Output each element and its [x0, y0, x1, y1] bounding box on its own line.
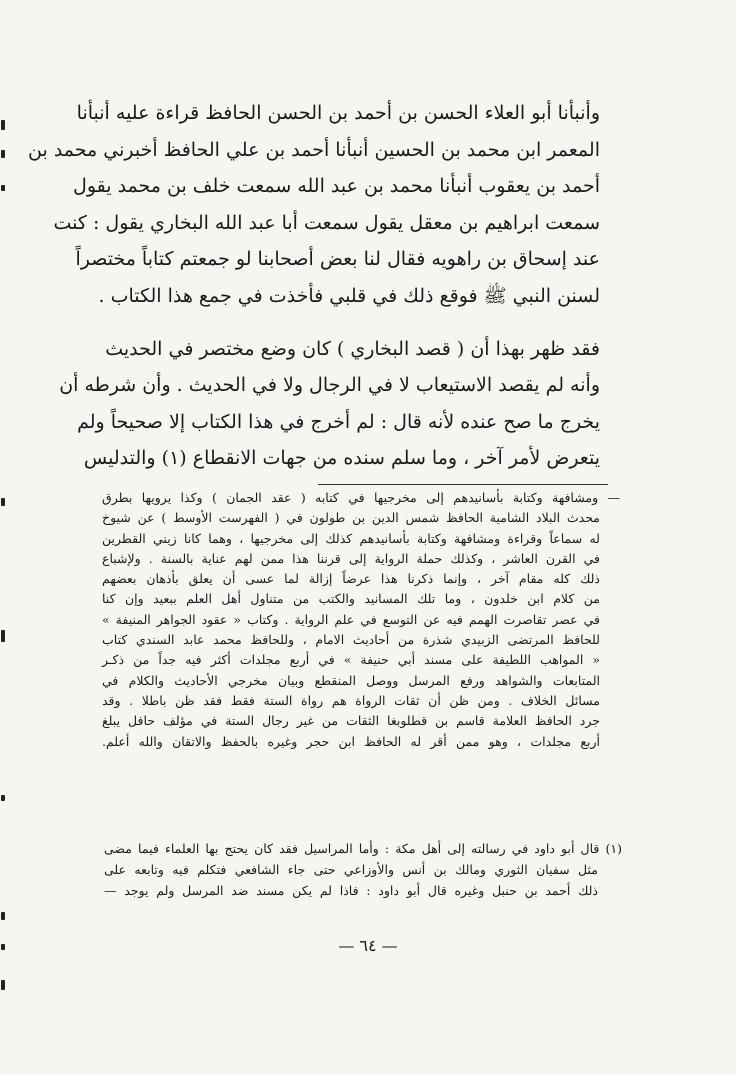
footnote-line: ذلك كله مقام آخر ، وإنما ذكرنا هذا عرضاً إزالة لما عسى أن يعلق بأذهان بعضهم: [102, 571, 600, 587]
scan-edge-mark: [1, 980, 5, 990]
scan-edge-mark: [1, 944, 5, 950]
scan-edge-mark: [1, 150, 5, 158]
text-line: وأنه لم يقصد الاستيعاب لا في الرجال ولا في الحديث . وأن شرطه أن: [59, 374, 600, 397]
footnote-line: للحافظ المرتضى الزبيدي شذرة من أحاديث الامام ، وللحافظ محمد عابد السندي كتاب: [102, 632, 600, 648]
footnote-continued: [102, 488, 620, 752]
scan-edge-mark: [1, 498, 5, 506]
text-line: فقد ظهر بهذا أن ( قصد البخاري ) كان وضع مختصر في الحديث: [105, 337, 600, 360]
scan-edge-mark: [1, 185, 5, 191]
text-line: سمعت ابراهيم بن معقل يقول سمعت أبا عبد الله البخاري يقول : كنت: [53, 211, 600, 234]
footnote-line: مسائل الخلاف . ومن ظن أن ثقات الرواة هم رواة الستة فقط فقد ظن باطلا . وقد: [102, 692, 600, 708]
footnote-line: أربع مجلدات ، وهو ممن أقر له الحافظ ابن حجر وغيره بالحفظ والاتقان والله أعلم.: [102, 733, 600, 749]
text-line: يتعرض لأمر آخر ، وما سلم سنده من جهات الانقطاع (١) والتدليس: [83, 447, 600, 470]
scan-edge-mark: [1, 912, 5, 920]
footnote-line: (١) قال أبو داود في رسالته إلى أهل مكة : وأما المراسيل فقد كان يحتج بها العلماء فيما مضى: [104, 841, 622, 856]
footnote-line: جرد الحافظ العلامة قاسم بن قطلوبغا الثقات من غير رجال الستة في مؤلف حافل يبلغ: [102, 713, 600, 729]
text-line: المعمر ابن محمد بن الحسين أنبأنا أحمد بن علي الحافظ أخبرني محمد بن: [28, 138, 600, 161]
text-line: عند إسحاق بن راهويه فقال لنا بعض أصحابنا لو جمعتم كتاباً مختصراً: [75, 248, 600, 271]
footnote-line: ذلك أحمد بن حنبل وغيره قال أبو داود : فاذا لم يكن مسند ضد المرسل ولم يوجد —: [104, 883, 598, 898]
page-number: — ٦٤ —: [338, 936, 398, 955]
footnote-line: — ومشافهة وكتابة بأسانيدهم إلى مخرجيها في كتابه ( عقد الجمان ) وكذا يرويها بطرق: [102, 490, 620, 505]
footnote-line: محدث البلاد الشامية الحافظ شمس الدين بن طولون في ( الفهرست الأوسط ) عن شيوخ: [102, 510, 600, 526]
footnote-line: « المواهب اللطيفة على مسند أبي حنيفة » في أربع مجلدات أكثر فيه جداً من ذكـر: [102, 652, 600, 668]
footnote-separator: [318, 484, 608, 485]
scan-edge-mark: [1, 120, 5, 130]
footnote-line: له سماعاً وقراءة ومشافهة وكتابة بأسانيدهم كذلك إلى مخرجيها ، وهما كانا زيني القطرين: [102, 530, 600, 546]
paragraph-2: [59, 331, 600, 477]
footnote-line: في عصر تقاصرت الهمم فيه عن التوسع في علم الرواية . وكتاب « عقود الجواهر المنيفة »: [102, 611, 600, 627]
paragraph-1: [28, 95, 600, 315]
scan-edge-mark: [1, 630, 5, 642]
footnote-line: مثل سفيان الثوري ومالك بن أنس والأوزاعي حتى جاء الشافعي فتكلم فيه وتابعه على: [104, 862, 598, 877]
scan-edge-mark: [1, 795, 5, 801]
main-text: [28, 95, 600, 477]
text-line: أحمد بن يعقوب أنبأنا محمد بن عبد الله سمعت خلف بن محمد يقول: [73, 175, 600, 198]
footnote-line: المتابعات والشواهد ورفع المرسل ووصل المنقطع وبيان مخرجي الأحاديث والكلام في: [102, 672, 600, 688]
footnote-line: في القرن العاشر ، وكذلك حملة الرواية إلى قرننا هذا ممن لهم عناية بالسنة . ولإشباع: [102, 550, 600, 566]
footnote-line: من كلام ابن خلدون ، وما تلك المسانيد والكتب من متناول أهل العلم ببعيد وإن كنا: [102, 591, 600, 607]
footnote-1: [104, 838, 622, 901]
text-line: لسنن النبي ﷺ فوقع ذلك في قلبي فأخذت في جمع هذا الكتاب .: [98, 284, 600, 307]
text-line: يخرج ما صح عنده لأنه قال : لم أخرج في هذا الكتاب إلا صحيحاً ولم: [77, 410, 600, 433]
text-line: وأنبأنا أبو العلاء الحسن بن أحمد بن الحسن الحافظ قراءة عليه أنبأنا: [76, 102, 600, 124]
